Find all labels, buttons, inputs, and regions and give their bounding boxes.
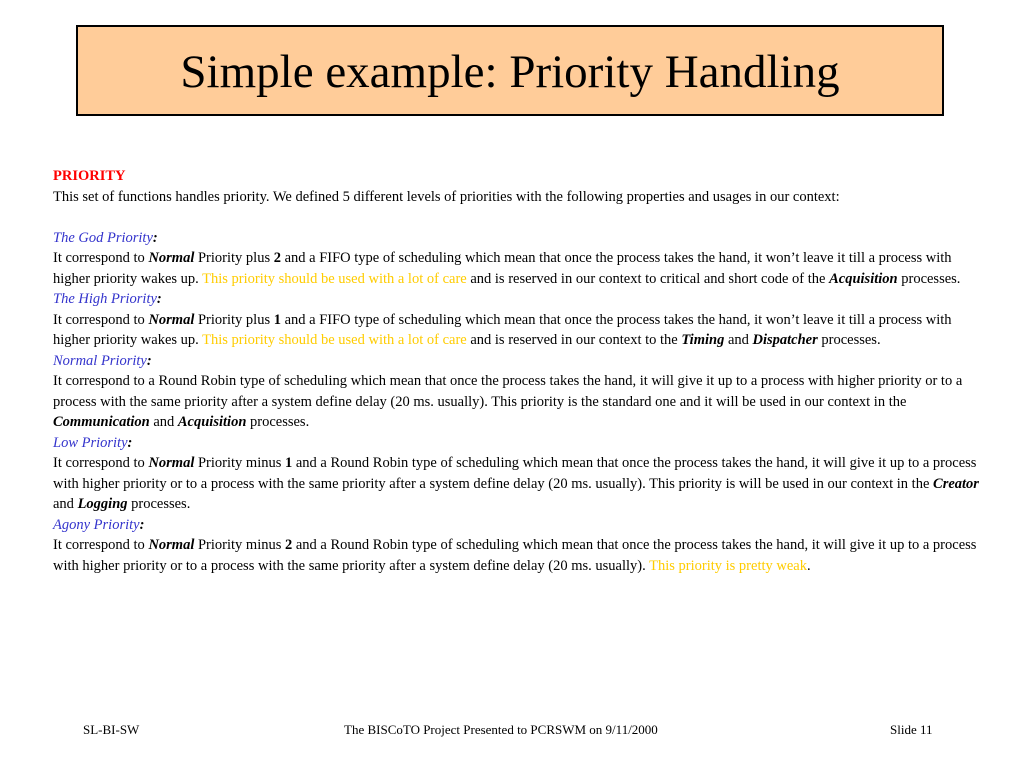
title-box [76, 25, 944, 116]
normal-priority-title: Normal Priority [53, 352, 147, 369]
high-emphasis-normal: Normal [148, 311, 195, 328]
spacer [53, 207, 983, 228]
agony-text-2: Priority minus [194, 537, 285, 553]
low-emphasis-normal: Normal [148, 455, 195, 471]
god-text-4: and is reserved in our context to critical and short code of the [466, 270, 830, 287]
agony-warning: This priority is pretty weak [649, 557, 807, 574]
low-text-5: processes. [127, 496, 191, 512]
intro-heading: PRIORITY [53, 168, 126, 184]
low-number: 1 [285, 455, 293, 471]
god-number: 2 [273, 250, 281, 266]
god-priority-heading [53, 228, 983, 249]
agony-priority-colon: : [139, 516, 145, 533]
god-warning: This priority should be used with a lot of care [202, 270, 467, 287]
agony-emphasis-normal: Normal [148, 537, 195, 553]
god-text-5: processes. [897, 270, 961, 287]
high-priority-colon: : [156, 291, 162, 307]
slide-number: Slide 11 [890, 722, 933, 737]
god-text-3: and a FIFO type of scheduling which mean that once the process takes the hand, it won’t leave it till a process with higher priority wakes up. [53, 250, 952, 287]
agony-priority-heading [53, 515, 983, 536]
normal-emphasis-communication: Communication [53, 414, 150, 430]
high-priority-text [53, 310, 983, 351]
intro-text: This set of functions handles priority. We defined 5 different levels of priorities with the following properties and usages in our context: [53, 188, 840, 205]
low-emphasis-logging: Logging [77, 496, 128, 512]
high-text-6: processes. [817, 332, 881, 348]
god-text-1: It correspond to [53, 250, 149, 266]
slide-title: Simple example: Priority Handling [180, 46, 840, 98]
low-text-3: and a Round Robin type of scheduling which mean that once the process takes the hand, it will give it up to a process with higher priority or to a process with the same priority after a system define delay (20 ms. usually). This priority is will be used in our context in the [53, 455, 977, 492]
god-priority-text [53, 248, 983, 289]
agony-text-1: It correspond to [53, 537, 149, 553]
god-priority-colon: : [152, 229, 158, 246]
high-warning: This priority should be used with a lot of care [202, 332, 467, 348]
agony-priority-text [53, 535, 983, 576]
low-emphasis-creator: Creator [933, 475, 979, 492]
normal-priority-colon: : [146, 352, 152, 369]
high-text-2: Priority plus [194, 311, 274, 328]
god-emphasis-acquisition: Acquisition [829, 270, 898, 287]
normal-text-1: It correspond to a Round Robin type of scheduling which mean that once the process takes the hand, it will give it up to a process with higher priority or to a process with the same priority after a system define delay (20 ms. usually). This priority is the standard one and it will be used in our context in the [53, 373, 963, 410]
high-emphasis-dispatcher: Dispatcher [752, 332, 818, 348]
agony-number: 2 [285, 537, 293, 553]
god-emphasis-normal: Normal [148, 250, 195, 266]
low-priority-colon: : [127, 434, 133, 451]
normal-priority-heading [53, 351, 983, 372]
high-priority-heading [53, 289, 983, 310]
low-text-4: and [53, 496, 78, 512]
normal-text-3: processes. [246, 414, 310, 430]
agony-priority-title: Agony Priority [53, 516, 140, 533]
footer-left: SL-BI-SW [83, 722, 140, 737]
god-text-2: Priority plus [194, 250, 274, 266]
normal-priority-text [53, 371, 983, 433]
god-priority-title: The God Priority [53, 229, 153, 246]
high-text-4: and is reserved in our context to the [466, 332, 682, 348]
high-text-3: and a FIFO type of scheduling which mean that once the process takes the hand, it won’t leave it till a process with higher priority wakes up. [53, 311, 952, 348]
agony-text-3: and a Round Robin type of scheduling which mean that once the process takes the hand, it will give it up to a process with higher priority or to a process with the same priority after a system define delay (20 ms. usually). [53, 537, 977, 574]
high-priority-title: The High Priority [53, 291, 157, 307]
low-priority-text [53, 453, 983, 515]
high-number: 1 [273, 311, 281, 328]
footer-center: The BISCoTO Project Presented to PCRSWM on 9/11/2000 [344, 722, 658, 737]
high-text-1: It correspond to [53, 311, 149, 328]
slide-body [53, 166, 983, 576]
low-text-1: It correspond to [53, 455, 149, 471]
high-text-5: and [724, 332, 753, 348]
low-text-2: Priority minus [194, 455, 285, 471]
low-priority-heading [53, 433, 983, 454]
high-emphasis-timing: Timing [681, 332, 725, 348]
agony-text-4: . [806, 557, 811, 574]
normal-emphasis-acquisition: Acquisition [177, 414, 247, 430]
normal-text-2: and [149, 414, 178, 430]
low-priority-title: Low Priority [53, 434, 128, 451]
